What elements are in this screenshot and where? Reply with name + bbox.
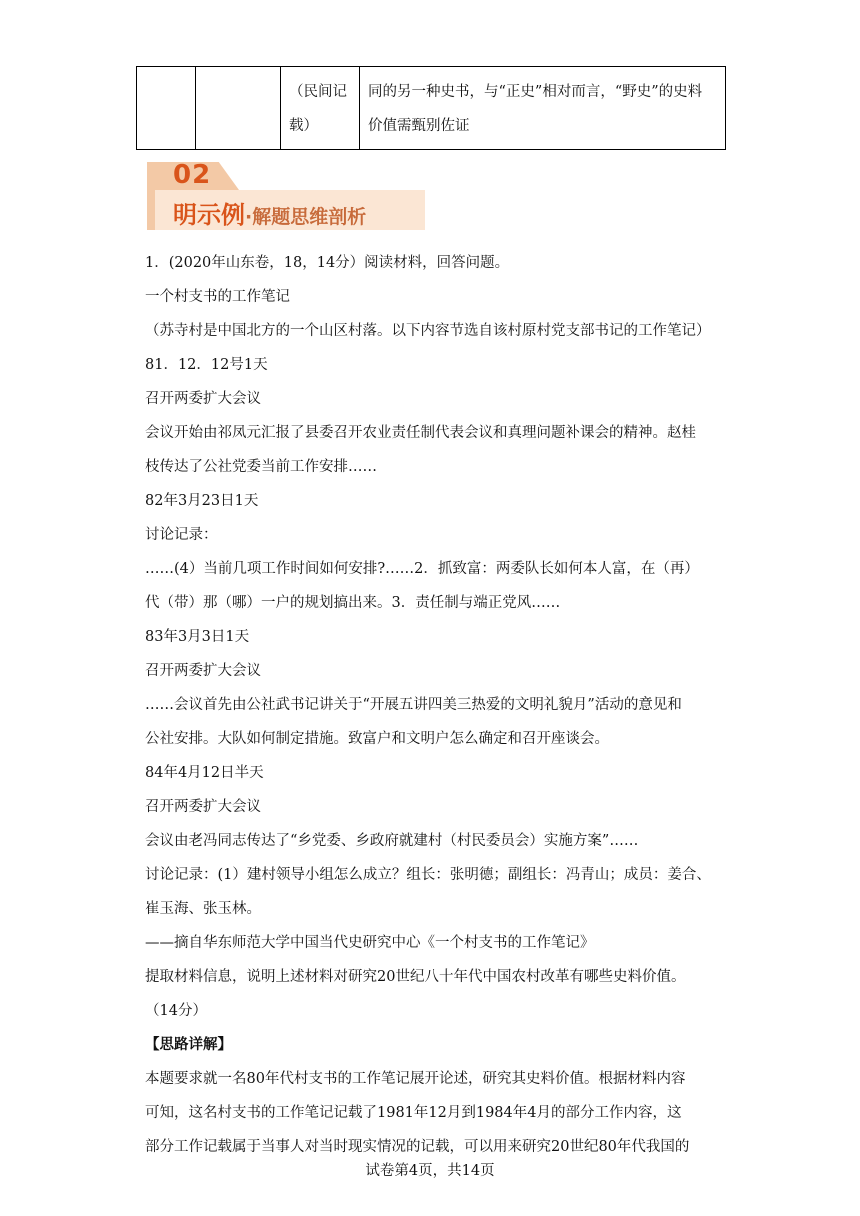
text-line: 会议开始由祁凤元汇报了县委召开农业责任制代表会议和真理问题补课会的精神。赵桂 (145, 425, 696, 441)
text-line: 83年3月3日1天 (145, 629, 250, 645)
table-cell-empty-2 (196, 67, 281, 150)
question-prompt: 提取材料信息，说明上述材料对研究20世纪八十年代中国农村改革有哪些史料价值。 (145, 969, 686, 985)
cell-text-line: 同的另一种史书，与“正史”相对而言，“野史”的史料 (368, 84, 703, 100)
banner-number: 02 (173, 160, 212, 190)
text-line: 81．12．12号1天 (145, 357, 268, 373)
cell-text-line: （民间记 (289, 84, 347, 100)
table-cell-description (360, 67, 726, 150)
text-line: 讨论记录：(1）建村领导小组怎么成立？组长：张明德；副组长：冯青山；成员：姜合、 (145, 867, 711, 883)
cell-text-line: 载） (289, 118, 318, 134)
cell-text-line: 价值需甄别佐证 (368, 118, 470, 134)
banner-title (173, 195, 366, 230)
question-score: （14分） (145, 1003, 207, 1019)
source-citation: ——摘自华东师范大学中国当代史研究中心《一个村支书的工作笔记》 (145, 935, 595, 951)
text-line: 崔玉海、张玉林。 (145, 901, 261, 917)
text-line: ……(4）当前几项工作时间如何安排?……2．抓致富：两委队长如何本人富，在（再） (145, 561, 699, 577)
text-line: 召开两委扩大会议 (145, 799, 261, 815)
text-line: 枝传达了公社党委当前工作安排…… (145, 459, 377, 475)
banner-title-sub: ·解题思维剖析 (245, 206, 367, 228)
section-banner (147, 158, 427, 232)
text-line: 84年4月12日半天 (145, 765, 264, 781)
text-line: （苏寺村是中国北方的一个山区村落。以下内容节选自该村原村党支部书记的工作笔记） (145, 323, 711, 339)
page-footer: 试卷第4页，共14页 (365, 1163, 495, 1179)
question-header: 1．(2020年山东卷，18，14分）阅读材料，回答问题。 (145, 255, 510, 271)
banner-accent (147, 190, 155, 230)
banner-title-main: 明示例 (173, 201, 245, 229)
text-line: 代（带）那（哪）一户的规划搞出来。3．责任制与端正党风…… (145, 595, 561, 611)
text-line: 讨论记录： (145, 527, 218, 543)
text-line: 82年3月23日1天 (145, 493, 259, 509)
table-cell-empty-1 (137, 67, 196, 150)
text-line: 召开两委扩大会议 (145, 663, 261, 679)
text-line: 公社安排。大队如何制定措施。致富户和文明户怎么确定和召开座谈会。 (145, 731, 609, 747)
material-title: 一个村支书的工作笔记 (145, 289, 290, 305)
text-line: 召开两委扩大会议 (145, 391, 261, 407)
analysis-line: 可知，这名村支书的工作笔记记载了1981年12月到1984年4月的部分工作内容，这 (145, 1105, 682, 1121)
table-row (137, 67, 726, 150)
table-cell-source-type (281, 67, 360, 150)
source-type-table (136, 66, 726, 150)
text-line: 会议由老冯同志传达了“乡党委、乡政府就建村（村民委员会）实施方案”…… (145, 833, 639, 849)
question-content (145, 246, 725, 1164)
text-line: ……会议首先由公社武书记讲关于“开展五讲四美三热爱的文明礼貌月”活动的意见和 (145, 697, 682, 713)
analysis-heading: 【思路详解】 (145, 1036, 232, 1053)
analysis-line: 本题要求就一名80年代村支书的工作笔记展开论述，研究其史料价值。根据材料内容 (145, 1071, 686, 1087)
analysis-line: 部分工作记载属于当事人对当时现实情况的记载，可以用来研究20世纪80年代我国的 (145, 1139, 690, 1155)
